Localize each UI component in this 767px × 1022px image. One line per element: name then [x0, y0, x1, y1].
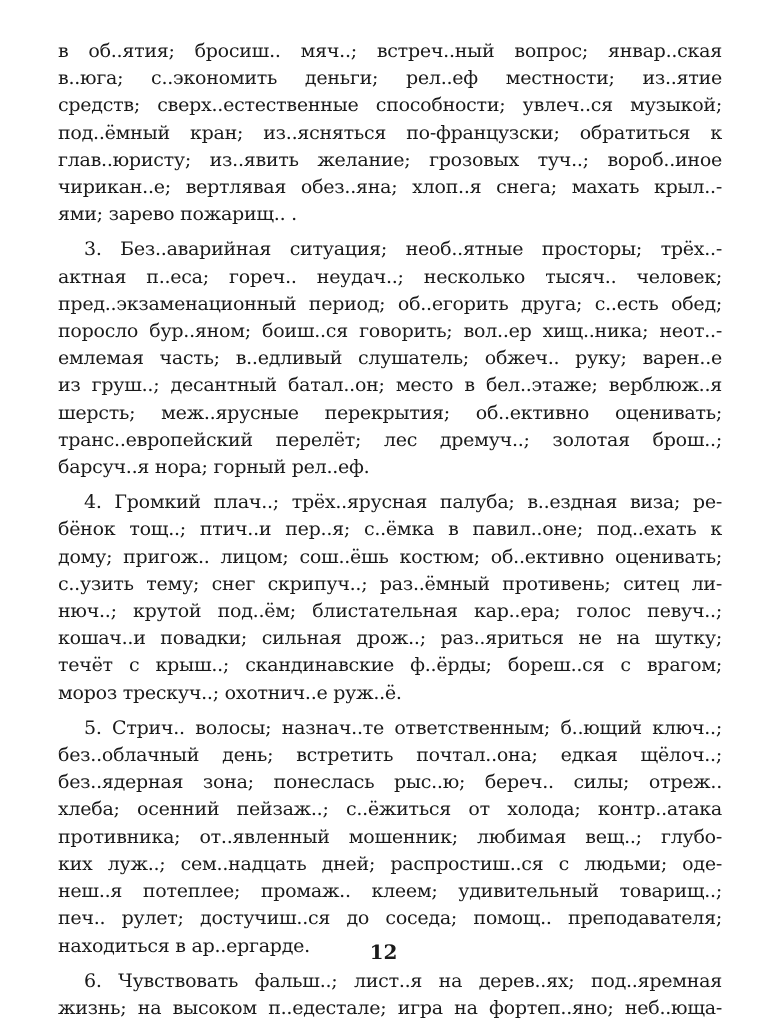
text-line: шерсть; меж..ярусные перекрытия; об..ективно оценивать;: [58, 401, 722, 424]
text-line: противника; от..явленный мошенник; любимая вещ..; глубо-: [58, 825, 722, 848]
text-line: 4. Громкий плач..; трёх..ярусная палуба; в..ездная виза; ре-: [84, 491, 722, 514]
text-line: находиться в ар..ергарде.: [58, 934, 310, 957]
text-line: мороз трескуч..; охотнич..е руж..ё.: [58, 681, 402, 704]
text-line: транс..европейский перелёт; лес дремуч..; золотая брош..;: [58, 428, 722, 451]
text-line: в..юга; с..экономить деньги; рел..еф местности; из..ятие: [58, 67, 722, 90]
text-line: из груш..; десантный батал..он; место в бел..этаже; верблюж..я: [58, 374, 722, 397]
page-number: 12: [369, 940, 398, 964]
text-line: поросло бур..яном; боиш..ся говорить; вол..ер хищ..ника; неот..-: [58, 320, 722, 343]
text-line: неш..я потеплее; промаж.. клеем; удивительный товарищ..;: [58, 880, 722, 903]
text-line: под..ёмный кран; из..ясняться по-французски; обратиться к: [58, 121, 722, 144]
text-line: емлемая часть; в..едливый слушатель; обжеч.. руку; варен..е: [58, 347, 722, 370]
text-line: средств; сверх..естественные способности; увлеч..ся музыкой;: [58, 94, 722, 117]
exercise-text: [58, 38, 722, 1022]
text-line: глав..юристу; из..явить желание; грозовых туч..; вороб..иное: [58, 148, 722, 171]
text-line: 6. Чувствовать фальш..; лист..я на дерев..ях; под..яремная: [84, 969, 722, 992]
text-line: без..облачный день; встретить почтал..она; едкая щёлоч..;: [58, 744, 722, 767]
text-line: хлеба; осенний пейзаж..; с..ёжиться от холода; контр..атака: [58, 798, 722, 821]
text-line: 5. Стрич.. волосы; назнач..те ответственным; б..ющий ключ..;: [84, 716, 722, 739]
text-line: бёнок тощ..; птич..и пер..я; с..ёмка в павил..оне; под..ехать к: [58, 518, 722, 541]
text-line: кошач..и повадки; сильная дрож..; раз..яриться не на шутку;: [58, 627, 722, 650]
text-line: в об..ятия; бросиш.. мяч..; встреч..ный вопрос; январ..ская: [58, 40, 722, 62]
text-line: 3. Без..аварийная ситуация; необ..ятные просторы; трёх..-: [84, 238, 722, 261]
text-line: жизнь; на высоком п..едестале; игра на фортеп..яно; неб..юща-: [58, 996, 722, 1019]
text-line: ких луж..; сем..надцать дней; распростиш..ся с людьми; оде-: [58, 852, 722, 875]
text-line: актная п..еса; гореч.. неудач..; несколько тысяч.. человек;: [58, 265, 722, 288]
text-line: барсуч..я нора; горный рел..еф.: [58, 456, 370, 479]
text-line: ями; зарево пожарищ.. .: [58, 203, 297, 226]
text-line: пред..экзаменационный период; об..егорить друга; с..есть обед;: [58, 292, 722, 315]
text-line: печ.. рулет; достучиш..ся до соседа; помощ.. преподавателя;: [58, 907, 722, 930]
text-line: нюч..; крутой под..ём; блистательная кар..ера; голос певуч..;: [58, 600, 722, 623]
text-line: с..узить тему; снег скрипуч..; раз..ёмный противень; ситец ли-: [58, 572, 722, 595]
text-line: течёт с крыш..; скандинавские ф..ёрды; бореш..ся с врагом;: [58, 654, 722, 677]
text-line: чирикан..е; вертлявая обез..яна; хлоп..я снега; махать крыл..-: [58, 176, 722, 199]
text-line: без..ядерная зона; понеслась рыс..ю; береч.. силы; отреж..: [58, 771, 722, 794]
text-line: дому; пригож.. лицом; сош..ёшь костюм; об..ективно оценивать;: [58, 545, 722, 568]
